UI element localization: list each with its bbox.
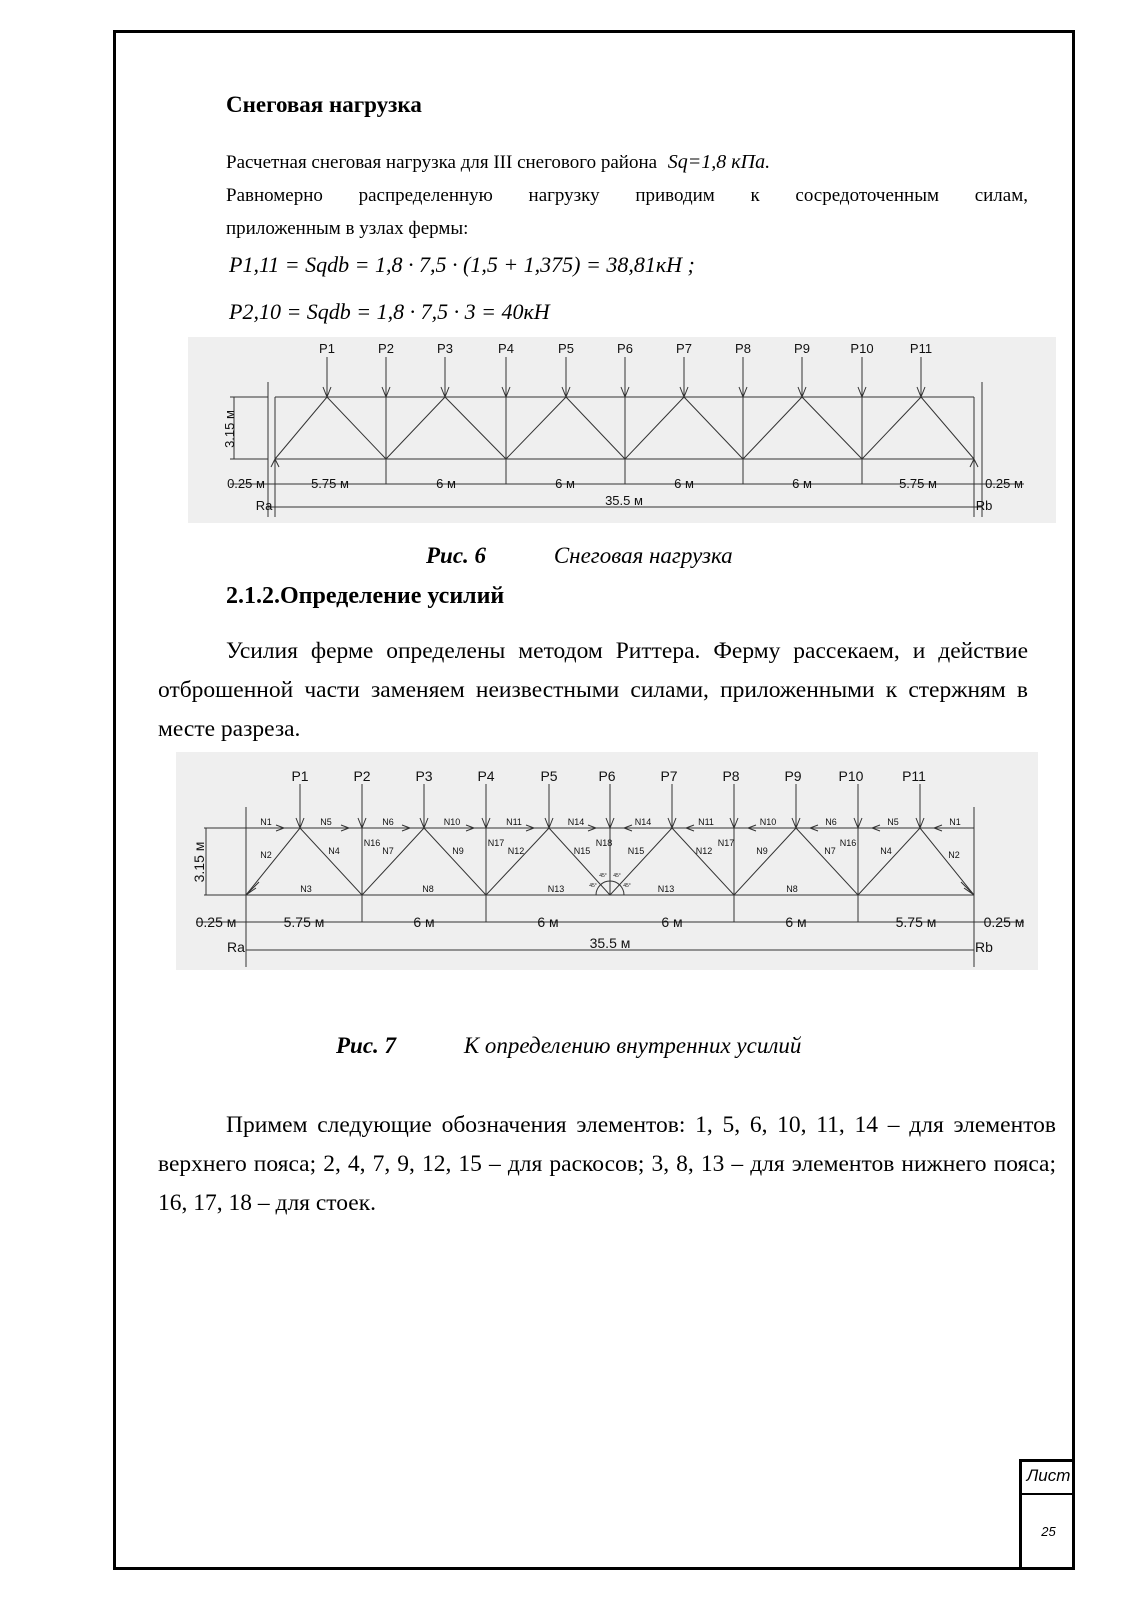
fig7-load-label: P9	[784, 768, 802, 784]
figure-7-caption-number: Рис. 7	[336, 1033, 397, 1058]
fig7-load-label: P3	[415, 768, 433, 784]
page-number: 25	[1041, 1524, 1056, 1539]
fig7-member-label: N17	[487, 838, 505, 848]
fig7-member-label: N4	[328, 846, 340, 856]
fig7-member-label: N2	[948, 850, 960, 860]
sheet-stamp	[1019, 1459, 1075, 1570]
fig7-total-length: 35.5 м	[589, 935, 631, 951]
notation-paragraph: Примем следующие обозначения элементов: 1, 5, 6, 10, 11, 14 – для элементов верхнего пояса; 2, 4, 7, 9, 12, 15 – для раскосов; 3, 8, 13 – для элементов нижнего пояса; 16, 17, 18 – для стоек.	[158, 1112, 1056, 1216]
fig7-member-label: N3	[300, 884, 312, 894]
fig7-member-label: N7	[824, 846, 836, 856]
fig7-angle-label: 45°	[623, 883, 631, 889]
fig6-load-label: P6	[617, 341, 633, 356]
fig7-span-label: 6 м	[537, 914, 559, 930]
fig6-load-label: P2	[378, 341, 394, 356]
figure-6-svg	[188, 337, 1056, 523]
fig7-member-label: N7	[382, 846, 394, 856]
fig7-span-label: 6 м	[661, 914, 683, 930]
fig6-support-ra: Ra	[255, 498, 273, 513]
figure-6-caption	[426, 543, 733, 569]
figure-7-caption	[336, 1033, 801, 1059]
fig7-load-label: P4	[477, 768, 495, 784]
fig7-angle-label: 45°	[589, 883, 597, 889]
fig7-span-label: 5.75 м	[895, 914, 937, 930]
fig6-load-label: P7	[676, 341, 692, 356]
section-title-snow: Снеговая нагрузка	[226, 92, 422, 117]
fig7-member-label: N2	[260, 850, 272, 860]
figure-7-caption-text: К определению внутренних усилий	[463, 1033, 802, 1058]
fig6-right-offset: 0.25 м	[985, 476, 1023, 491]
fig7-load-label: P2	[353, 768, 371, 784]
formula-p1-11: P1,11 = Sqdb = 1,8 · 7,5 · (1,5 + 1,375) = 38,81кН ;	[229, 252, 695, 277]
fig7-support-ra: Ra	[227, 939, 245, 955]
fig7-load-label: P8	[722, 768, 740, 784]
fig7-member-label: N16	[839, 838, 857, 848]
fig7-member-label: N9	[452, 846, 464, 856]
section-title-forces: 2.1.2.Определение усилий	[226, 583, 505, 609]
fig7-member-label: N14	[634, 817, 652, 827]
fig6-load-label: P4	[498, 341, 514, 356]
fig6-total-length: 35.5 м	[605, 493, 643, 508]
fig6-span-label: 5.75 м	[899, 476, 937, 491]
fig6-load-label: P3	[437, 341, 453, 356]
fig6-span-label: 6 м	[674, 476, 694, 491]
figure-6-truss	[188, 337, 1056, 523]
fig7-member-label: N1	[949, 817, 961, 827]
fig7-member-label: N4	[880, 846, 892, 856]
fig7-member-label: N15	[627, 846, 645, 856]
fig7-load-label: P11	[902, 768, 926, 784]
fig7-member-label: N12	[695, 846, 713, 856]
fig7-member-label: N12	[507, 846, 525, 856]
fig7-member-label: N10	[443, 817, 461, 827]
fig6-span-label: 5.75 м	[311, 476, 349, 491]
fig6-load-label: P1	[319, 341, 335, 356]
snow-line-1	[226, 146, 770, 179]
fig7-span-label: 5.75 м	[283, 914, 325, 930]
snow-line-3: приложенным в узлах фермы:	[226, 218, 469, 239]
fig7-member-label: N11	[698, 817, 714, 827]
fig7-support-rb: Rb	[975, 939, 993, 955]
fig7-load-label: P7	[660, 768, 678, 784]
fig7-member-label: N1	[260, 817, 272, 827]
fig7-member-label: N5	[887, 817, 899, 827]
fig6-support-rb: Rb	[975, 498, 993, 513]
fig7-member-label: N15	[573, 846, 591, 856]
snow-line-1-formula: Sq=1,8 кПа.	[667, 151, 771, 173]
fig7-angle-label: 45°	[599, 873, 607, 879]
fig7-member-label: N5	[320, 817, 332, 827]
formula-p2-10: P2,10 = Sqdb = 1,8 · 7,5 · 3 = 40кН	[229, 299, 550, 324]
fig7-member-label: N13	[547, 884, 565, 894]
stamp-label: Лист	[1022, 1459, 1075, 1495]
fig7-member-label: N8	[786, 884, 798, 894]
fig7-left-offset: 0.25 м	[195, 914, 237, 930]
fig7-member-label: N17	[717, 838, 735, 848]
fig7-member-label: N16	[363, 838, 381, 848]
fig7-member-label: N10	[759, 817, 777, 827]
fig6-load-label: P9	[794, 341, 810, 356]
fig7-load-label: P6	[598, 768, 616, 784]
fig6-left-offset: 0.25 м	[227, 476, 265, 491]
fig7-member-label: N6	[825, 817, 837, 827]
figure-6-caption-number: Рис. 6	[426, 543, 487, 568]
fig7-member-label: N14	[567, 817, 585, 827]
fig7-member-label: N6	[382, 817, 394, 827]
figure-7-svg	[176, 752, 1038, 970]
snow-line-1-text: Расчетная снеговая нагрузка для III снегового района	[226, 152, 658, 173]
fig7-load-label: P5	[540, 768, 558, 784]
fig7-member-label: N8	[422, 884, 434, 894]
fig7-member-label: N11	[506, 817, 522, 827]
fig6-load-label: P8	[735, 341, 751, 356]
fig6-span-label: 6 м	[792, 476, 812, 491]
fig7-member-label: N18	[595, 838, 613, 848]
figure-7-truss	[176, 752, 1038, 970]
fig7-right-offset: 0.25 м	[983, 914, 1025, 930]
fig7-span-label: 6 м	[785, 914, 807, 930]
fig6-load-label: P11	[909, 341, 933, 356]
fig7-span-label: 6 м	[413, 914, 435, 930]
fig7-member-label: N13	[657, 884, 675, 894]
figure-6-caption-text: Снеговая нагрузка	[553, 543, 733, 568]
fig6-load-label: P5	[558, 341, 574, 356]
fig7-angle-label: 45°	[613, 873, 621, 879]
fig6-span-label: 6 м	[436, 476, 456, 491]
fig7-member-label: N9	[756, 846, 768, 856]
fig7-load-label: P1	[291, 768, 309, 784]
fig7-height-label: 3.15 м	[191, 841, 207, 883]
forces-paragraph: Усилия ферме определены методом Риттера. Ферму рассекаем, и действие отброшенной части заменяем неизвестными силами, приложенными к стержням в месте разреза.	[158, 638, 1028, 742]
fig6-span-label: 6 м	[555, 476, 575, 491]
snow-line-2: Равномерно распределенную нагрузку приводим к сосредоточенным силам,	[226, 185, 1028, 206]
fig7-load-label: P10	[838, 768, 864, 784]
fig6-load-label: P10	[850, 341, 874, 356]
fig6-height-label: 3.15 м	[222, 410, 237, 448]
